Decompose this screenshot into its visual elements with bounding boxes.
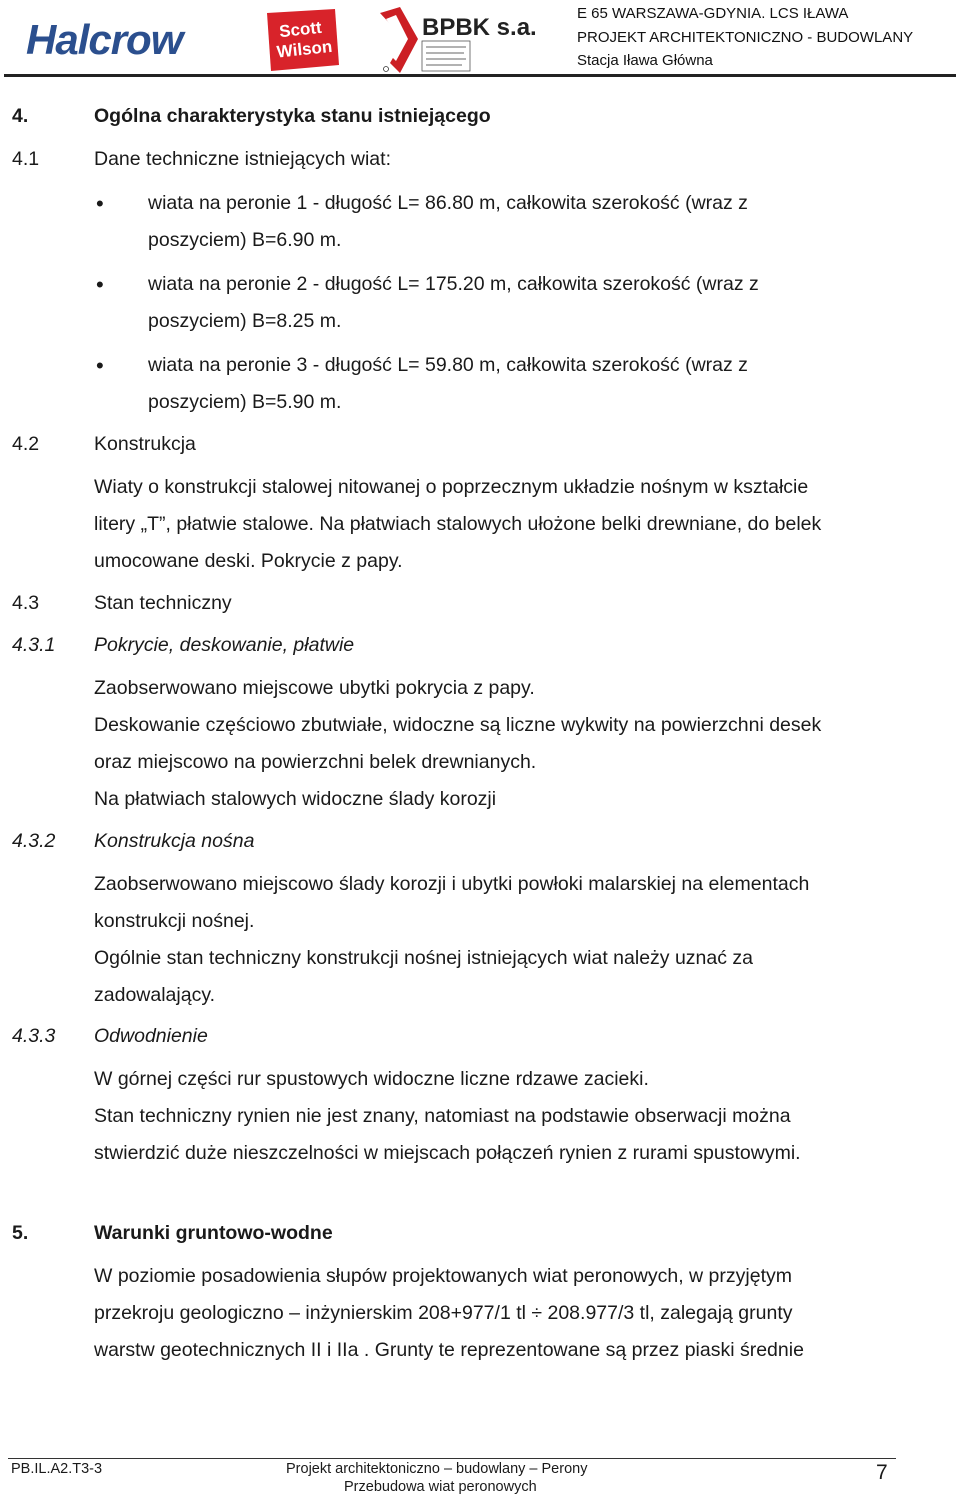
- halcrow-logo-text: Halcrow: [26, 16, 183, 63]
- paragraph-line: litery „T”, płatwie stalowe. Na płatwiach stalowych ułożone belki drewniane, do belek: [94, 513, 822, 535]
- paragraph-line: Ogólnie stan techniczny konstrukcji nośnej istniejących wiat należy uznać za: [94, 947, 754, 969]
- section-5-title: Warunki gruntowo-wodne: [94, 1222, 333, 1244]
- paragraph-line: zadowalający.: [94, 984, 216, 1006]
- paragraph-line: Na płatwiach stalowych widoczne ślady korozji: [94, 788, 497, 810]
- scott-wilson-logo-text: ScottWilson: [275, 17, 334, 62]
- paragraph-line: W poziomie posadowienia słupów projektowanych wiat peronowych, w przyjętym: [94, 1265, 792, 1287]
- section-4-3-3-number: 4.3.3: [12, 1025, 56, 1047]
- paragraph-line: przekroju geologiczno – inżynierskim 208+977/1 tl ÷ 208.977/3 tl, zalegają grunty: [94, 1302, 793, 1324]
- section-4-2-number: 4.2: [12, 433, 40, 455]
- paragraph-line: Zaobserwowano miejscowe ubytki pokrycia z papy.: [94, 677, 535, 699]
- header-line-3: Stacja Iława Główna: [577, 52, 713, 69]
- section-4-1-title: Dane techniczne istniejących wiat:: [94, 148, 391, 170]
- footer-project-subtitle: Przebudowa wiat peronowych: [344, 1479, 537, 1495]
- bullet-icon: •: [96, 191, 104, 216]
- list-item-3-line-2: poszyciem) B=5.90 m.: [148, 391, 342, 413]
- bpbk-logo-text: BPBK s.a.: [422, 14, 537, 41]
- section-4-title: Ogólna charakterystyka stanu istniejącego: [94, 105, 491, 127]
- bpbk-logo: [378, 5, 543, 75]
- section-4-3-2-title: Konstrukcja nośna: [94, 830, 255, 852]
- paragraph-line: Zaobserwowano miejscowo ślady korozji i ubytki powłoki malarskiej na elementach: [94, 873, 810, 895]
- footer-document-code: PB.IL.A2.T3-3: [11, 1461, 103, 1477]
- header-line-1: E 65 WARSZAWA-GDYNIA. LCS IŁAWA: [577, 5, 849, 22]
- paragraph-line: umocowane deski. Pokrycie z papy.: [94, 550, 403, 572]
- section-4-2-title: Konstrukcja: [94, 433, 196, 455]
- list-item-2-line-1: wiata na peronie 2 - długość L= 175.20 m, całkowita szerokość (wraz z: [148, 273, 759, 295]
- header-info: [577, 2, 913, 73]
- header-rule: [4, 74, 956, 77]
- paragraph-line: konstrukcji nośnej.: [94, 910, 255, 932]
- footer-rule: [8, 1458, 896, 1459]
- list-item-2-line-2: poszyciem) B=8.25 m.: [148, 310, 342, 332]
- section-4-3-2-number: 4.3.2: [12, 830, 56, 852]
- bullet-icon: •: [96, 353, 104, 378]
- paragraph-line: warstw geotechnicznych II i IIa . Grunty te reprezentowane są przez piaski średnie: [94, 1339, 804, 1361]
- footer-project-title: Projekt architektoniczno – budowlany – Perony: [286, 1461, 588, 1477]
- section-5-number: 5.: [12, 1222, 29, 1244]
- halcrow-logo: [26, 16, 182, 64]
- paragraph-line: Deskowanie częściowo zbutwiałe, widoczne są liczne wykwity na powierzchni desek: [94, 714, 822, 736]
- section-4-number: 4.: [12, 105, 29, 127]
- list-item-1-line-2: poszyciem) B=6.90 m.: [148, 229, 342, 251]
- scott-wilson-logo: [263, 9, 339, 71]
- paragraph-line: Wiaty o konstrukcji stalowej nitowanej o poprzecznym układzie nośnym w kształcie: [94, 476, 809, 498]
- section-4-3-number: 4.3: [12, 592, 40, 614]
- paragraph-line: Stan techniczny rynien nie jest znany, natomiast na podstawie obserwacji można: [94, 1105, 791, 1127]
- section-4-3-3-title: Odwodnienie: [94, 1025, 208, 1047]
- paragraph-line: W górnej części rur spustowych widoczne liczne rdzawe zacieki.: [94, 1068, 649, 1090]
- paragraph-line: oraz miejscowo na powierzchni belek drewnianych.: [94, 751, 537, 773]
- section-4-3-1-title: Pokrycie, deskowanie, płatwie: [94, 634, 355, 656]
- paragraph-line: stwierdzić duże nieszczelności w miejscach połączeń rynien z rurami spustowymi.: [94, 1142, 801, 1164]
- section-4-3-title: Stan techniczny: [94, 592, 232, 614]
- section-4-1-number: 4.1: [12, 148, 40, 170]
- list-item-3-line-1: wiata na peronie 3 - długość L= 59.80 m, całkowita szerokość (wraz z: [148, 354, 748, 376]
- header-line-2: PROJEKT ARCHITEKTONICZNO - BUDOWLANY: [577, 28, 914, 46]
- section-4-3-1-number: 4.3.1: [12, 634, 56, 656]
- page-number: 7: [876, 1461, 888, 1484]
- list-item-1-line-1: wiata na peronie 1 - długość L= 86.80 m, całkowita szerokość (wraz z: [148, 192, 748, 214]
- bullet-icon: •: [96, 272, 104, 297]
